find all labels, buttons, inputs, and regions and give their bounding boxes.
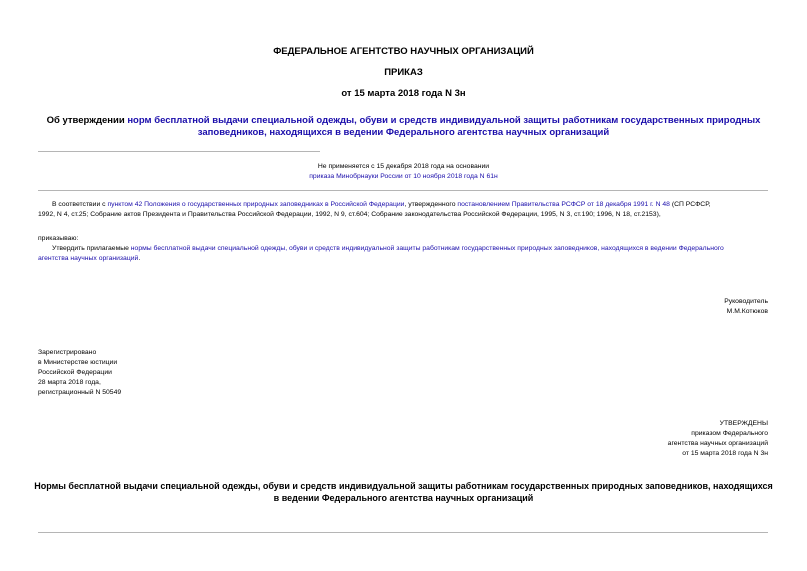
approved-block xyxy=(668,419,768,459)
decree-word: приказываю: xyxy=(38,235,79,242)
norms-link-part-2[interactable]: агентства научных организаций xyxy=(38,255,139,262)
title-link-part-2[interactable]: заповедников, находящихся в ведении Федерального агентства научных организаций xyxy=(197,127,610,138)
document-title xyxy=(0,115,807,139)
divider-short xyxy=(38,151,320,152)
registration-line: Зарегистрировано xyxy=(38,349,97,356)
title-link-part-1[interactable]: норм бесплатной выдачи специальной одежды, обуви и средств индивидуальной защиты работникам государственных природных xyxy=(127,115,761,126)
title-prefix: Об утверждении xyxy=(46,115,128,126)
norms-title xyxy=(0,480,807,504)
preamble-line-1 xyxy=(38,200,778,210)
preamble-text-c: (СП РСФСР, xyxy=(669,201,711,208)
norms-title-line-2: в ведении Федерального агентства научных организаций xyxy=(273,493,534,503)
registration-block xyxy=(38,348,121,398)
notice xyxy=(0,162,807,182)
preamble-line-2: 1992, N 4, ст.25; Собрание актов Президента и Правительства Российской Федерации, 1992, N 9, ст.604; Собрание законодательства Российской Федерации, 1995, N 3, ст.190; 1996, N 18, ст.2153), xyxy=(38,211,661,218)
notice-link[interactable]: приказа Минобрнауки России от 10 ноября 2018 года N 61н xyxy=(309,173,498,180)
divider-bottom xyxy=(38,532,768,533)
registration-line: в Министерстве юстиции xyxy=(38,359,118,366)
link-postanovlenie[interactable]: постановлением Правительства РСФСР от 18 декабря 1991 г. N 48 xyxy=(457,201,670,208)
registration-line: Российской Федерации xyxy=(38,369,112,376)
approve-end: . xyxy=(138,255,141,262)
approved-line: агентства научных организаций xyxy=(667,440,768,447)
approve-text: Утвердить прилагаемые xyxy=(52,245,131,252)
approved-line: от 15 марта 2018 года N 3н xyxy=(682,450,768,457)
agency-name: ФЕДЕРАЛЬНОЕ АГЕНТСТВО НАУЧНЫХ ОРГАНИЗАЦИЙ xyxy=(273,46,534,57)
registration-line: регистрационный N 50549 xyxy=(38,389,122,396)
link-punkt-42[interactable]: пунктом 42 Положения о государственных природных заповедниках в Российской Федерации xyxy=(107,201,405,208)
preamble-text-a: В соответствии с xyxy=(52,201,108,208)
preamble-paragraph xyxy=(38,200,778,220)
document-type: ПРИКАЗ xyxy=(384,67,423,78)
notice-text: Не применяется с 15 декабря 2018 года на основании xyxy=(317,163,490,170)
approve-line-1 xyxy=(38,244,778,254)
divider-full xyxy=(38,190,768,191)
approve-line-2 xyxy=(38,254,778,264)
title-line-1 xyxy=(0,115,807,127)
preamble-text-b: , утвержденного xyxy=(404,201,458,208)
signature-name: М.М.Котюков xyxy=(726,308,768,315)
approved-line: приказом Федерального xyxy=(691,430,768,437)
signature-role: Руководитель xyxy=(724,298,768,305)
approved-line: УТВЕРЖДЕНЫ xyxy=(719,420,768,427)
registration-line: 28 марта 2018 года, xyxy=(38,379,101,386)
norms-link-part-1[interactable]: нормы бесплатной выдачи специальной одежды, обуви и средств индивидуальной защиты работникам государственных природных заповедников, находящихся в ведении Федерального xyxy=(130,245,724,252)
norms-title-line-1: Нормы бесплатной выдачи специальной одежды, обуви и средств индивидуальной защиты работникам государственных природных заповедников, находящихся xyxy=(34,481,773,491)
document-date: от 15 марта 2018 года N 3н xyxy=(341,88,466,99)
approve-paragraph xyxy=(38,244,778,264)
signature-block xyxy=(724,297,768,317)
